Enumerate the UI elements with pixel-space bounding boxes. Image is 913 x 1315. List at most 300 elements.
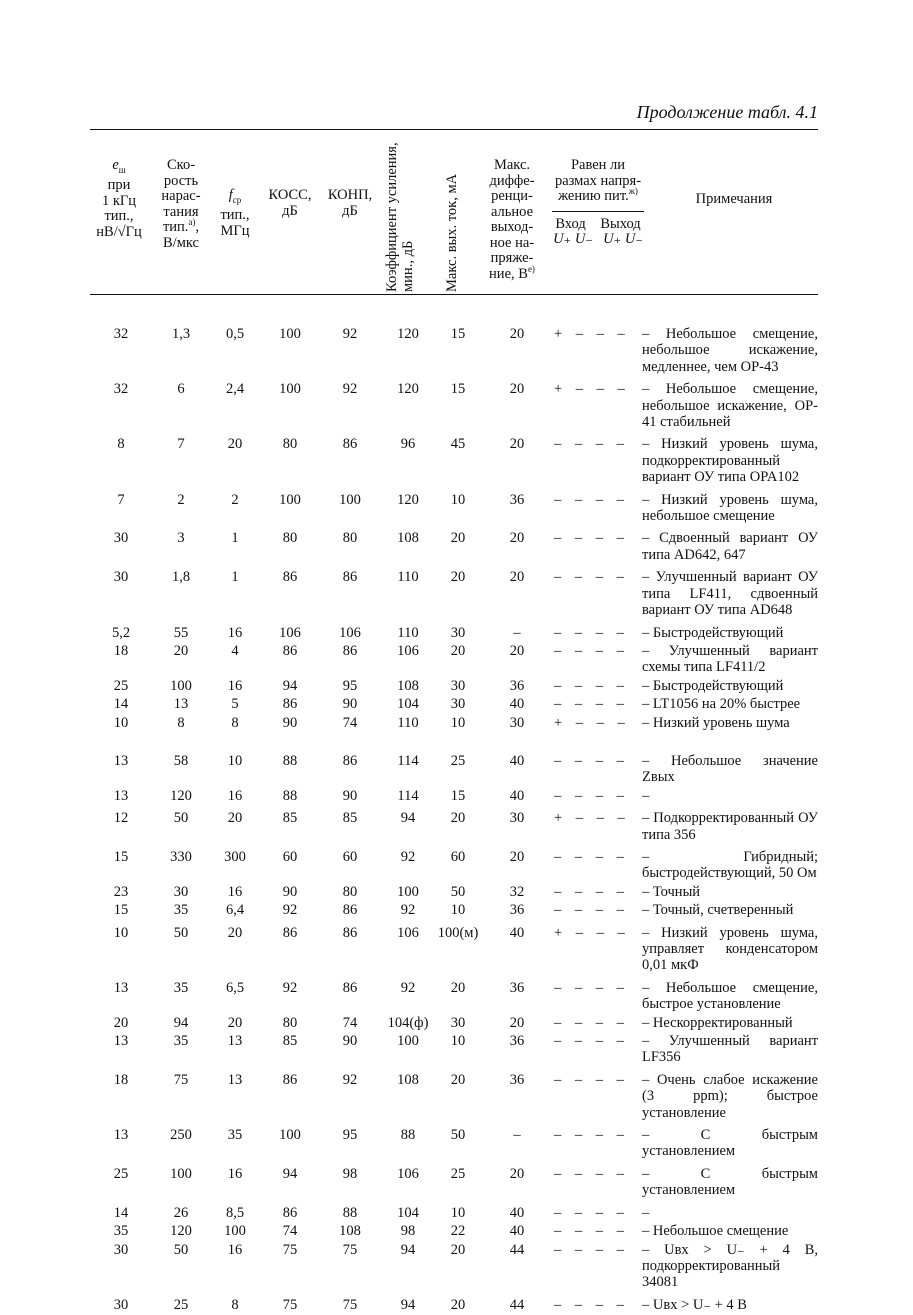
table-cell: 20 bbox=[509, 642, 525, 659]
table-cell: 104 bbox=[397, 696, 419, 713]
table-cell: 94 bbox=[400, 1296, 416, 1313]
table-cell: 100 bbox=[170, 1165, 192, 1182]
table-cell: 100(м) bbox=[437, 924, 479, 941]
note-cell: – Низкий уровень шума, подкорректированный вариант ОУ типа OPA102 bbox=[642, 436, 818, 486]
table-cell: 108 bbox=[339, 1223, 361, 1240]
table-cell: 88 bbox=[282, 752, 298, 769]
table-cell: 98 bbox=[400, 1223, 416, 1240]
table-cell: 110 bbox=[397, 569, 419, 586]
table-cell: 1 bbox=[231, 569, 239, 586]
note-cell: – Uвх > U₋ + 4 В bbox=[642, 1296, 747, 1313]
table-cell: 60 bbox=[282, 848, 298, 865]
table-cell: 86 bbox=[342, 979, 358, 996]
table-cell: 13 bbox=[113, 752, 129, 769]
table-cell: 86 bbox=[282, 569, 298, 586]
table-cell: 92 bbox=[282, 979, 298, 996]
table-cell: 88 bbox=[282, 787, 298, 804]
table-cell: 20 bbox=[509, 436, 525, 453]
table-cell: 15 bbox=[450, 326, 466, 342]
note-cell: – bbox=[642, 1204, 650, 1221]
table-cell: 108 bbox=[397, 530, 419, 547]
table-row bbox=[90, 526, 818, 565]
table-cell: 250 bbox=[170, 1127, 192, 1144]
table-cell: 40 bbox=[509, 696, 525, 713]
rail-signs: – – – – bbox=[554, 1014, 629, 1031]
table-cell: 94 bbox=[282, 1165, 298, 1182]
table-cell: 108 bbox=[397, 677, 419, 694]
table-row bbox=[90, 1162, 818, 1201]
table-cell: 13 bbox=[173, 696, 189, 713]
data-table bbox=[90, 326, 818, 1315]
table-cell: 92 bbox=[342, 1071, 358, 1088]
table-cell: 60 bbox=[342, 848, 358, 865]
table-row bbox=[90, 1201, 818, 1223]
table-cell: 30 bbox=[113, 1296, 129, 1313]
table-cell: 100 bbox=[279, 381, 301, 398]
table-cell: 94 bbox=[173, 1014, 189, 1031]
table-cell: 10 bbox=[113, 714, 129, 731]
table-cell: 92 bbox=[400, 979, 416, 996]
table-cell: 95 bbox=[342, 677, 358, 694]
table-row bbox=[90, 884, 818, 902]
table-cell: 100 bbox=[339, 491, 361, 508]
table-cell: 90 bbox=[342, 787, 358, 804]
table-caption: Продолжение табл. 4.1 bbox=[636, 102, 818, 122]
table-cell: 32 bbox=[113, 381, 129, 398]
header-cmrr: КОСС, дБ bbox=[268, 187, 312, 219]
table-cell: 20 bbox=[227, 810, 243, 827]
table-cell: 10 bbox=[113, 924, 129, 941]
table-cell: 80 bbox=[282, 530, 298, 547]
table-cell: 75 bbox=[282, 1241, 298, 1258]
rail-signs: – – – – bbox=[554, 642, 629, 659]
table-cell: 6 bbox=[177, 381, 185, 398]
table-cell: 40 bbox=[509, 752, 525, 769]
table-cell: 74 bbox=[342, 1014, 358, 1031]
table-cell: 20 bbox=[509, 1165, 525, 1182]
table-cell: 20 bbox=[450, 530, 466, 547]
note-cell: – Небольшое смещение, небольшое искажение, OP-41 стабильней bbox=[642, 381, 818, 431]
table-cell: 74 bbox=[342, 714, 358, 731]
table-cell: 30 bbox=[450, 1014, 466, 1031]
table-cell: 86 bbox=[342, 569, 358, 586]
table-row bbox=[90, 1123, 818, 1162]
rail-signs: – – – – bbox=[554, 1033, 629, 1050]
table-cell: 80 bbox=[282, 1014, 298, 1031]
table-cell: 8 bbox=[231, 714, 239, 731]
table-cell: 15 bbox=[113, 902, 129, 919]
note-cell: – С быстрым установлением bbox=[642, 1127, 818, 1160]
table-cell: 14 bbox=[113, 1204, 129, 1221]
note-cell: – Низкий уровень шума, управляет конденсатором 0,01 мкФ bbox=[642, 924, 818, 974]
table-cell: 8 bbox=[117, 436, 125, 453]
table-cell: 13 bbox=[113, 1033, 129, 1050]
table-cell: 40 bbox=[509, 787, 525, 804]
table-cell: 35 bbox=[173, 902, 189, 919]
note-cell: – Подкорректированный ОУ типа 356 bbox=[642, 810, 818, 843]
table-cell: 86 bbox=[342, 924, 358, 941]
table-cell: 16 bbox=[227, 883, 243, 900]
table-cell: 50 bbox=[450, 1127, 466, 1144]
table-cell: 0,5 bbox=[225, 326, 245, 342]
table-cell: 2,4 bbox=[225, 381, 245, 398]
table-cell: 110 bbox=[397, 714, 419, 731]
table-cell: 90 bbox=[282, 714, 298, 731]
table-cell: 86 bbox=[282, 1204, 298, 1221]
table-cell: 20 bbox=[450, 979, 466, 996]
table-row bbox=[90, 806, 818, 845]
table-cell: 90 bbox=[282, 883, 298, 900]
table-row bbox=[90, 1223, 818, 1241]
table-cell: 106 bbox=[397, 1165, 419, 1182]
note-cell: – Быстродействующий bbox=[642, 677, 784, 694]
table-cell: 13 bbox=[227, 1033, 243, 1050]
rail-signs: – – – – bbox=[554, 848, 629, 865]
table-cell: 15 bbox=[113, 848, 129, 865]
rail-signs: + – – – bbox=[554, 381, 630, 398]
rail-signs: – – – – bbox=[554, 569, 629, 586]
table-row bbox=[90, 1068, 818, 1123]
table-cell: – bbox=[513, 624, 521, 641]
table-cell: 8,5 bbox=[225, 1204, 245, 1221]
table-cell: 90 bbox=[342, 1033, 358, 1050]
table-cell: 23 bbox=[113, 883, 129, 900]
table-cell: 86 bbox=[342, 642, 358, 659]
table-row bbox=[90, 976, 818, 1015]
header-noise-density: $e_ш$ при 1 кГц тип., нВ/√Гц bbox=[96, 157, 142, 240]
note-cell: – С быстрым установлением bbox=[642, 1165, 818, 1199]
table-row bbox=[90, 696, 818, 714]
table-cell: 16 bbox=[227, 1241, 243, 1258]
table-cell: 88 bbox=[400, 1127, 416, 1144]
table-row bbox=[90, 921, 818, 976]
table-cell: 10 bbox=[450, 902, 466, 919]
note-cell: – Быстродействующий bbox=[642, 624, 784, 641]
note-cell: – LT1056 на 20% быстрее bbox=[642, 696, 801, 713]
rail-signs: + – – – bbox=[554, 810, 630, 827]
rail-signs: – – – – bbox=[554, 677, 629, 694]
table-cell: 96 bbox=[400, 436, 416, 453]
table-cell: 36 bbox=[509, 979, 525, 996]
table-cell: 15 bbox=[450, 381, 466, 398]
header-notes: Примечания bbox=[695, 191, 773, 207]
table-row bbox=[90, 1015, 818, 1033]
table-row bbox=[90, 733, 818, 788]
table-cell: 3 bbox=[177, 530, 185, 547]
table-cell: 300 bbox=[224, 848, 246, 865]
rail-signs: – – – – bbox=[554, 491, 629, 508]
table-cell: 94 bbox=[282, 677, 298, 694]
rail-signs: – – – – bbox=[554, 1204, 629, 1221]
note-cell: – Улучшенный вариант LF356 bbox=[642, 1033, 818, 1066]
note-cell: – Нескорректированный bbox=[642, 1014, 793, 1031]
table-cell: 18 bbox=[113, 642, 129, 659]
table-cell: 8 bbox=[231, 1296, 239, 1313]
table-cell: 20 bbox=[227, 1014, 243, 1031]
table-cell: 50 bbox=[173, 1241, 189, 1258]
table-cell: 20 bbox=[450, 1071, 466, 1088]
table-cell: 86 bbox=[342, 752, 358, 769]
table-cell: 36 bbox=[509, 902, 525, 919]
table-cell: 26 bbox=[173, 1204, 189, 1221]
table-cell: 106 bbox=[279, 624, 301, 641]
table-cell: 75 bbox=[342, 1241, 358, 1258]
note-cell: – Низкий уровень шума bbox=[642, 714, 790, 731]
table-cell: 100 bbox=[397, 883, 419, 900]
table-cell: 5 bbox=[231, 696, 239, 713]
table-cell: 120 bbox=[170, 1223, 192, 1240]
header-cutoff-freq: $f_{ср}$ тип., МГц bbox=[220, 187, 250, 239]
note-cell: – Небольшое смещение, небольшое искажение, медленнее, чем OP-43 bbox=[642, 326, 818, 375]
table-cell: 74 bbox=[282, 1223, 298, 1240]
table-cell: 92 bbox=[282, 902, 298, 919]
table-cell: 75 bbox=[342, 1296, 358, 1313]
header-slew-rate: Ско- рость нарас- тания тип.$^{а)}$, В/мкс bbox=[161, 157, 201, 251]
table-cell: 80 bbox=[342, 883, 358, 900]
table-cell: 30 bbox=[113, 530, 129, 547]
table-row bbox=[90, 488, 818, 527]
table-row bbox=[90, 1033, 818, 1068]
table-cell: 86 bbox=[342, 436, 358, 453]
table-cell: 106 bbox=[397, 924, 419, 941]
table-cell: 100 bbox=[279, 326, 301, 342]
table-cell: 110 bbox=[397, 624, 419, 641]
table-cell: 25 bbox=[113, 1165, 129, 1182]
table-cell: 20 bbox=[450, 642, 466, 659]
table-row bbox=[90, 377, 818, 432]
rail-signs: – – – – bbox=[554, 1223, 629, 1240]
table-cell: 20 bbox=[113, 1014, 129, 1031]
table-cell: 36 bbox=[509, 1033, 525, 1050]
table-cell: 1,8 bbox=[171, 569, 191, 586]
table-cell: 100 bbox=[170, 677, 192, 694]
table-cell: 13 bbox=[113, 979, 129, 996]
table-cell: 36 bbox=[509, 1071, 525, 1088]
table-cell: 20 bbox=[450, 1241, 466, 1258]
table-cell: 86 bbox=[282, 1071, 298, 1088]
table-cell: 20 bbox=[450, 1296, 466, 1313]
table-cell: 10 bbox=[450, 1204, 466, 1221]
table-cell: 13 bbox=[113, 1127, 129, 1144]
header-gain: Коэффициент усиления, мин., дБ bbox=[384, 142, 416, 292]
table-cell: 85 bbox=[342, 810, 358, 827]
table-cell: 30 bbox=[509, 810, 525, 827]
table-cell: 85 bbox=[282, 1033, 298, 1050]
rail-signs: – – – – bbox=[554, 436, 629, 453]
table-row bbox=[90, 643, 818, 678]
table-cell: 50 bbox=[173, 924, 189, 941]
rail-signs: + – – – bbox=[554, 924, 630, 941]
note-cell: – Гибридный; быстродействующий, 50 Ом bbox=[642, 848, 818, 882]
table-cell: 100 bbox=[279, 491, 301, 508]
table-cell: 25 bbox=[113, 677, 129, 694]
note-cell: – Uвх > U₋ + 4 В, подкорректированный 34081 bbox=[642, 1241, 818, 1291]
table-cell: 104(ф) bbox=[387, 1014, 429, 1031]
note-cell: – bbox=[642, 787, 650, 804]
table-row bbox=[90, 432, 818, 487]
table-cell: 100 bbox=[224, 1223, 246, 1240]
table-cell: 20 bbox=[450, 810, 466, 827]
rail-signs: – – – – bbox=[554, 696, 629, 713]
table-cell: 50 bbox=[173, 810, 189, 827]
table-cell: 36 bbox=[509, 677, 525, 694]
table-row bbox=[90, 326, 818, 377]
table-cell: 88 bbox=[342, 1204, 358, 1221]
table-cell: 120 bbox=[170, 787, 192, 804]
table-cell: 1 bbox=[231, 530, 239, 547]
table-cell: 86 bbox=[282, 696, 298, 713]
rail-signs: – – – – bbox=[554, 752, 629, 769]
table-cell: 8 bbox=[177, 714, 185, 731]
table-cell: 95 bbox=[342, 1127, 358, 1144]
table-cell: 98 bbox=[342, 1165, 358, 1182]
table-cell: 16 bbox=[227, 677, 243, 694]
header-max-output-current: Макс. вых. ток, мА bbox=[444, 173, 460, 292]
table-cell: 20 bbox=[450, 569, 466, 586]
table-cell: 1,3 bbox=[171, 326, 191, 342]
table-cell: 30 bbox=[509, 714, 525, 731]
table-cell: 40 bbox=[509, 1204, 525, 1221]
header-bottom-rule bbox=[90, 294, 818, 295]
table-row bbox=[90, 902, 818, 920]
table-cell: 25 bbox=[450, 1165, 466, 1182]
table-cell: 85 bbox=[282, 810, 298, 827]
rail-signs: – – – – bbox=[554, 624, 629, 641]
table-cell: 5,2 bbox=[111, 624, 131, 641]
note-cell: – Небольшое смещение, быстрое установление bbox=[642, 979, 818, 1013]
table-cell: 20 bbox=[509, 326, 525, 342]
table-cell: 10 bbox=[450, 491, 466, 508]
table-cell: 92 bbox=[342, 381, 358, 398]
rail-signs: – – – – bbox=[554, 1241, 629, 1258]
table-cell: 104 bbox=[397, 1204, 419, 1221]
table-row bbox=[90, 678, 818, 696]
table-cell: 30 bbox=[450, 696, 466, 713]
table-cell: 106 bbox=[397, 642, 419, 659]
table-cell: 20 bbox=[509, 381, 525, 398]
note-cell: – Низкий уровень шума, небольшое смещение bbox=[642, 491, 818, 525]
rail-signs: – – – – bbox=[554, 883, 629, 900]
table-cell: 40 bbox=[509, 1223, 525, 1240]
table-cell: 60 bbox=[450, 848, 466, 865]
table-row bbox=[90, 621, 818, 643]
table-cell: 2 bbox=[231, 491, 239, 508]
table-cell: 32 bbox=[113, 326, 129, 342]
table-row bbox=[90, 788, 818, 806]
rail-signs: – – – – bbox=[554, 1127, 629, 1144]
table-cell: 15 bbox=[450, 787, 466, 804]
table-cell: 10 bbox=[450, 714, 466, 731]
table-cell: 92 bbox=[400, 848, 416, 865]
note-cell: – Точный, счетверенный bbox=[642, 902, 794, 919]
table-cell: 108 bbox=[397, 1071, 419, 1088]
table-cell: 7 bbox=[177, 436, 185, 453]
table-cell: 36 bbox=[509, 491, 525, 508]
table-cell: 40 bbox=[509, 924, 525, 941]
table-cell: 86 bbox=[282, 642, 298, 659]
rail-signs: – – – – bbox=[554, 902, 629, 919]
rail-signs: – – – – bbox=[554, 1296, 629, 1313]
note-cell: – Точный bbox=[642, 883, 701, 900]
table-cell: 32 bbox=[509, 883, 525, 900]
table-cell: 106 bbox=[339, 624, 361, 641]
table-cell: 20 bbox=[509, 1014, 525, 1031]
rail-signs: – – – – bbox=[554, 1071, 629, 1088]
table-cell: 16 bbox=[227, 624, 243, 641]
table-cell: 120 bbox=[397, 491, 419, 508]
table-row bbox=[90, 1293, 818, 1315]
table-cell: 94 bbox=[400, 810, 416, 827]
table-cell: 30 bbox=[173, 883, 189, 900]
rail-signs: – – – – bbox=[554, 530, 629, 547]
table-cell: 35 bbox=[173, 1033, 189, 1050]
table-cell: 25 bbox=[173, 1296, 189, 1313]
note-cell: – Улучшенный вариант ОУ типа LF411, сдвоенный вариант ОУ типа AD648 bbox=[642, 569, 818, 619]
table-cell: 20 bbox=[509, 848, 525, 865]
table-cell: 18 bbox=[113, 1071, 129, 1088]
table-cell: 100 bbox=[397, 1033, 419, 1050]
table-row bbox=[90, 715, 818, 733]
header-max-diff-output: Макс. диффе- ренци- альное выход- ное на- пряже- ние, $В^{е)}$ bbox=[489, 157, 535, 282]
header-rail-to-rail: Равен ли размах напря- жению пит.$^{ж)}$ Вход Выход U₊ U₋ U₊ U₋ bbox=[553, 157, 643, 247]
table-cell: 10 bbox=[450, 1033, 466, 1050]
header-input: Вход bbox=[555, 215, 586, 232]
table-cell: 16 bbox=[227, 1165, 243, 1182]
note-cell: – Улучшенный вариант схемы типа LF411/2 bbox=[642, 642, 818, 676]
table-cell: 30 bbox=[450, 677, 466, 694]
note-cell: – Сдвоенный вариант ОУ типа AD642, 647 bbox=[642, 530, 818, 563]
table-cell: 30 bbox=[450, 624, 466, 641]
table-row bbox=[90, 845, 818, 884]
table-cell: 86 bbox=[282, 924, 298, 941]
table-cell: 86 bbox=[342, 902, 358, 919]
rail-signs: – – – – bbox=[554, 979, 629, 996]
table-cell: 44 bbox=[509, 1296, 525, 1313]
table-cell: 14 bbox=[113, 696, 129, 713]
table-cell: 90 bbox=[342, 696, 358, 713]
table-cell: 6,4 bbox=[225, 902, 245, 919]
table-cell: 4 bbox=[231, 642, 239, 659]
table-cell: 20 bbox=[173, 642, 189, 659]
table-cell: 6,5 bbox=[225, 979, 245, 996]
top-rule bbox=[90, 129, 818, 130]
table-cell: 7 bbox=[117, 491, 125, 508]
table-cell: 20 bbox=[227, 924, 243, 941]
rail-signs: + – – – bbox=[554, 326, 630, 342]
table-cell: 30 bbox=[113, 569, 129, 586]
table-cell: 35 bbox=[173, 979, 189, 996]
table-cell: 94 bbox=[400, 1241, 416, 1258]
rail-signs: – – – – bbox=[554, 787, 629, 804]
header-psrr: КОНП, дБ bbox=[327, 187, 373, 219]
table-cell: 35 bbox=[113, 1223, 129, 1240]
table-cell: 114 bbox=[397, 752, 419, 769]
table-cell: 2 bbox=[177, 491, 185, 508]
table-cell: 16 bbox=[227, 787, 243, 804]
table-cell: 80 bbox=[342, 530, 358, 547]
table-cell: 20 bbox=[509, 530, 525, 547]
table-cell: 35 bbox=[227, 1127, 243, 1144]
table-cell: 12 bbox=[113, 810, 129, 827]
table-cell: 80 bbox=[282, 436, 298, 453]
table-cell: 92 bbox=[342, 326, 358, 342]
table-cell: 13 bbox=[113, 787, 129, 804]
rail-signs: + – – – bbox=[554, 714, 630, 731]
table-cell: 20 bbox=[509, 569, 525, 586]
table-cell: 44 bbox=[509, 1241, 525, 1258]
table-row bbox=[90, 1242, 818, 1293]
table-cell: 58 bbox=[173, 752, 189, 769]
